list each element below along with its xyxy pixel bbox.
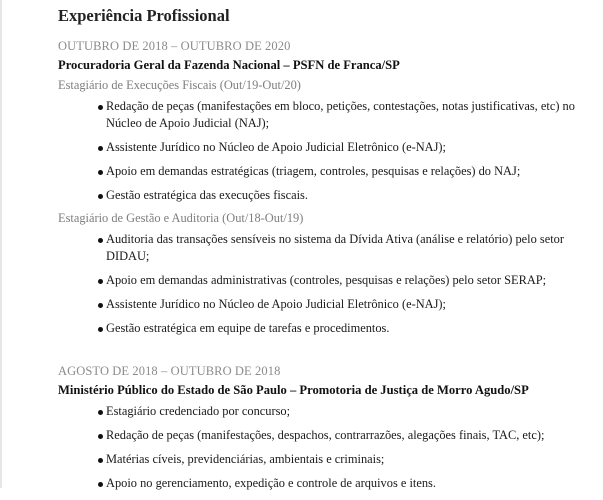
- list-item-text: Auditoria das transações sensíveis no sistema da Dívida Ativa (análise e relatório) pelo setor DIDAU;: [106, 232, 564, 263]
- list-item-text: Estagiário credenciado por concurso;: [106, 404, 291, 418]
- bullet-icon: [98, 279, 103, 284]
- bullet-icon: [98, 434, 103, 439]
- bullet-icon: [98, 146, 103, 151]
- list-item: [58, 451, 598, 468]
- list-item: [58, 187, 598, 204]
- list-item-text: Apoio no gerenciamento, expedição e controle de arquivos e itens.: [106, 476, 436, 490]
- bullet-icon: [98, 303, 103, 308]
- job-employer: Procuradoria Geral da Fazenda Nacional – PSFN de Franca/SP: [58, 58, 400, 72]
- document-body: [58, 6, 598, 499]
- list-item-text: Matérias cíveis, previdenciárias, ambientais e criminais;: [106, 452, 385, 466]
- role-title: Estagiário de Gestão e Auditoria (Out/18-Out/19): [58, 211, 304, 225]
- section-title: Experiência Profissional: [58, 6, 230, 25]
- list-item: [58, 98, 598, 132]
- bullet-icon: [98, 482, 103, 487]
- bullet-icon: [98, 327, 103, 332]
- list-item-text: Apoio em demandas estratégicas (triagem, controles, pesquisas e relações) do NAJ;: [106, 164, 521, 178]
- page-edge: [0, 0, 2, 488]
- bullet-list: [58, 403, 598, 492]
- bullet-list: [58, 98, 598, 204]
- list-item: [58, 139, 598, 156]
- list-item: [58, 427, 598, 444]
- list-item-text: Apoio em demandas administrativas (controles, pesquisas e relações) pelo setor SERAP;: [106, 273, 547, 287]
- job-employer: Ministério Público do Estado de São Paulo – Promotoria de Justiça de Morro Agudo/SP: [58, 383, 529, 397]
- bullet-list: [58, 231, 598, 337]
- job-entry-mpsp: [58, 364, 598, 492]
- list-item: [58, 272, 598, 289]
- list-item: [58, 163, 598, 180]
- list-item: [58, 320, 598, 337]
- list-item: [58, 296, 598, 313]
- role-title: Estagiário de Execuções Fiscais (Out/19-Out/20): [58, 78, 301, 92]
- bullet-icon: [98, 194, 103, 199]
- list-item-text: Gestão estratégica em equipe de tarefas e procedimentos.: [106, 321, 390, 335]
- job-entry-pgfn: [58, 39, 598, 337]
- job-date: OUTUBRO DE 2018 – OUTUBRO DE 2020: [58, 39, 291, 53]
- list-item-text: Gestão estratégica das execuções fiscais.: [106, 188, 308, 202]
- list-item-text: Redação de peças (manifestações em bloco, petições, contestações, notas justificativas, etc) no Núcleo de Apoio Judicial (NAJ);: [106, 99, 575, 130]
- list-item-text: Redação de peças (manifestações, despachos, contrarrazões, alegações finais, TAC, etc);: [106, 428, 545, 442]
- bullet-icon: [98, 458, 103, 463]
- bullet-icon: [98, 105, 103, 110]
- list-item-text: Assistente Jurídico no Núcleo de Apoio Judicial Eletrônico (e-NAJ);: [106, 140, 446, 154]
- list-item: [58, 475, 598, 492]
- bullet-icon: [98, 170, 103, 175]
- list-item: [58, 403, 598, 420]
- bullet-icon: [98, 410, 103, 415]
- bullet-icon: [98, 238, 103, 243]
- section-spacer: [58, 344, 598, 364]
- list-item: [58, 231, 598, 265]
- list-item-text: Assistente Jurídico no Núcleo de Apoio Judicial Eletrônico (e-NAJ);: [106, 297, 446, 311]
- job-date: AGOSTO DE 2018 – OUTUBRO DE 2018: [58, 364, 281, 378]
